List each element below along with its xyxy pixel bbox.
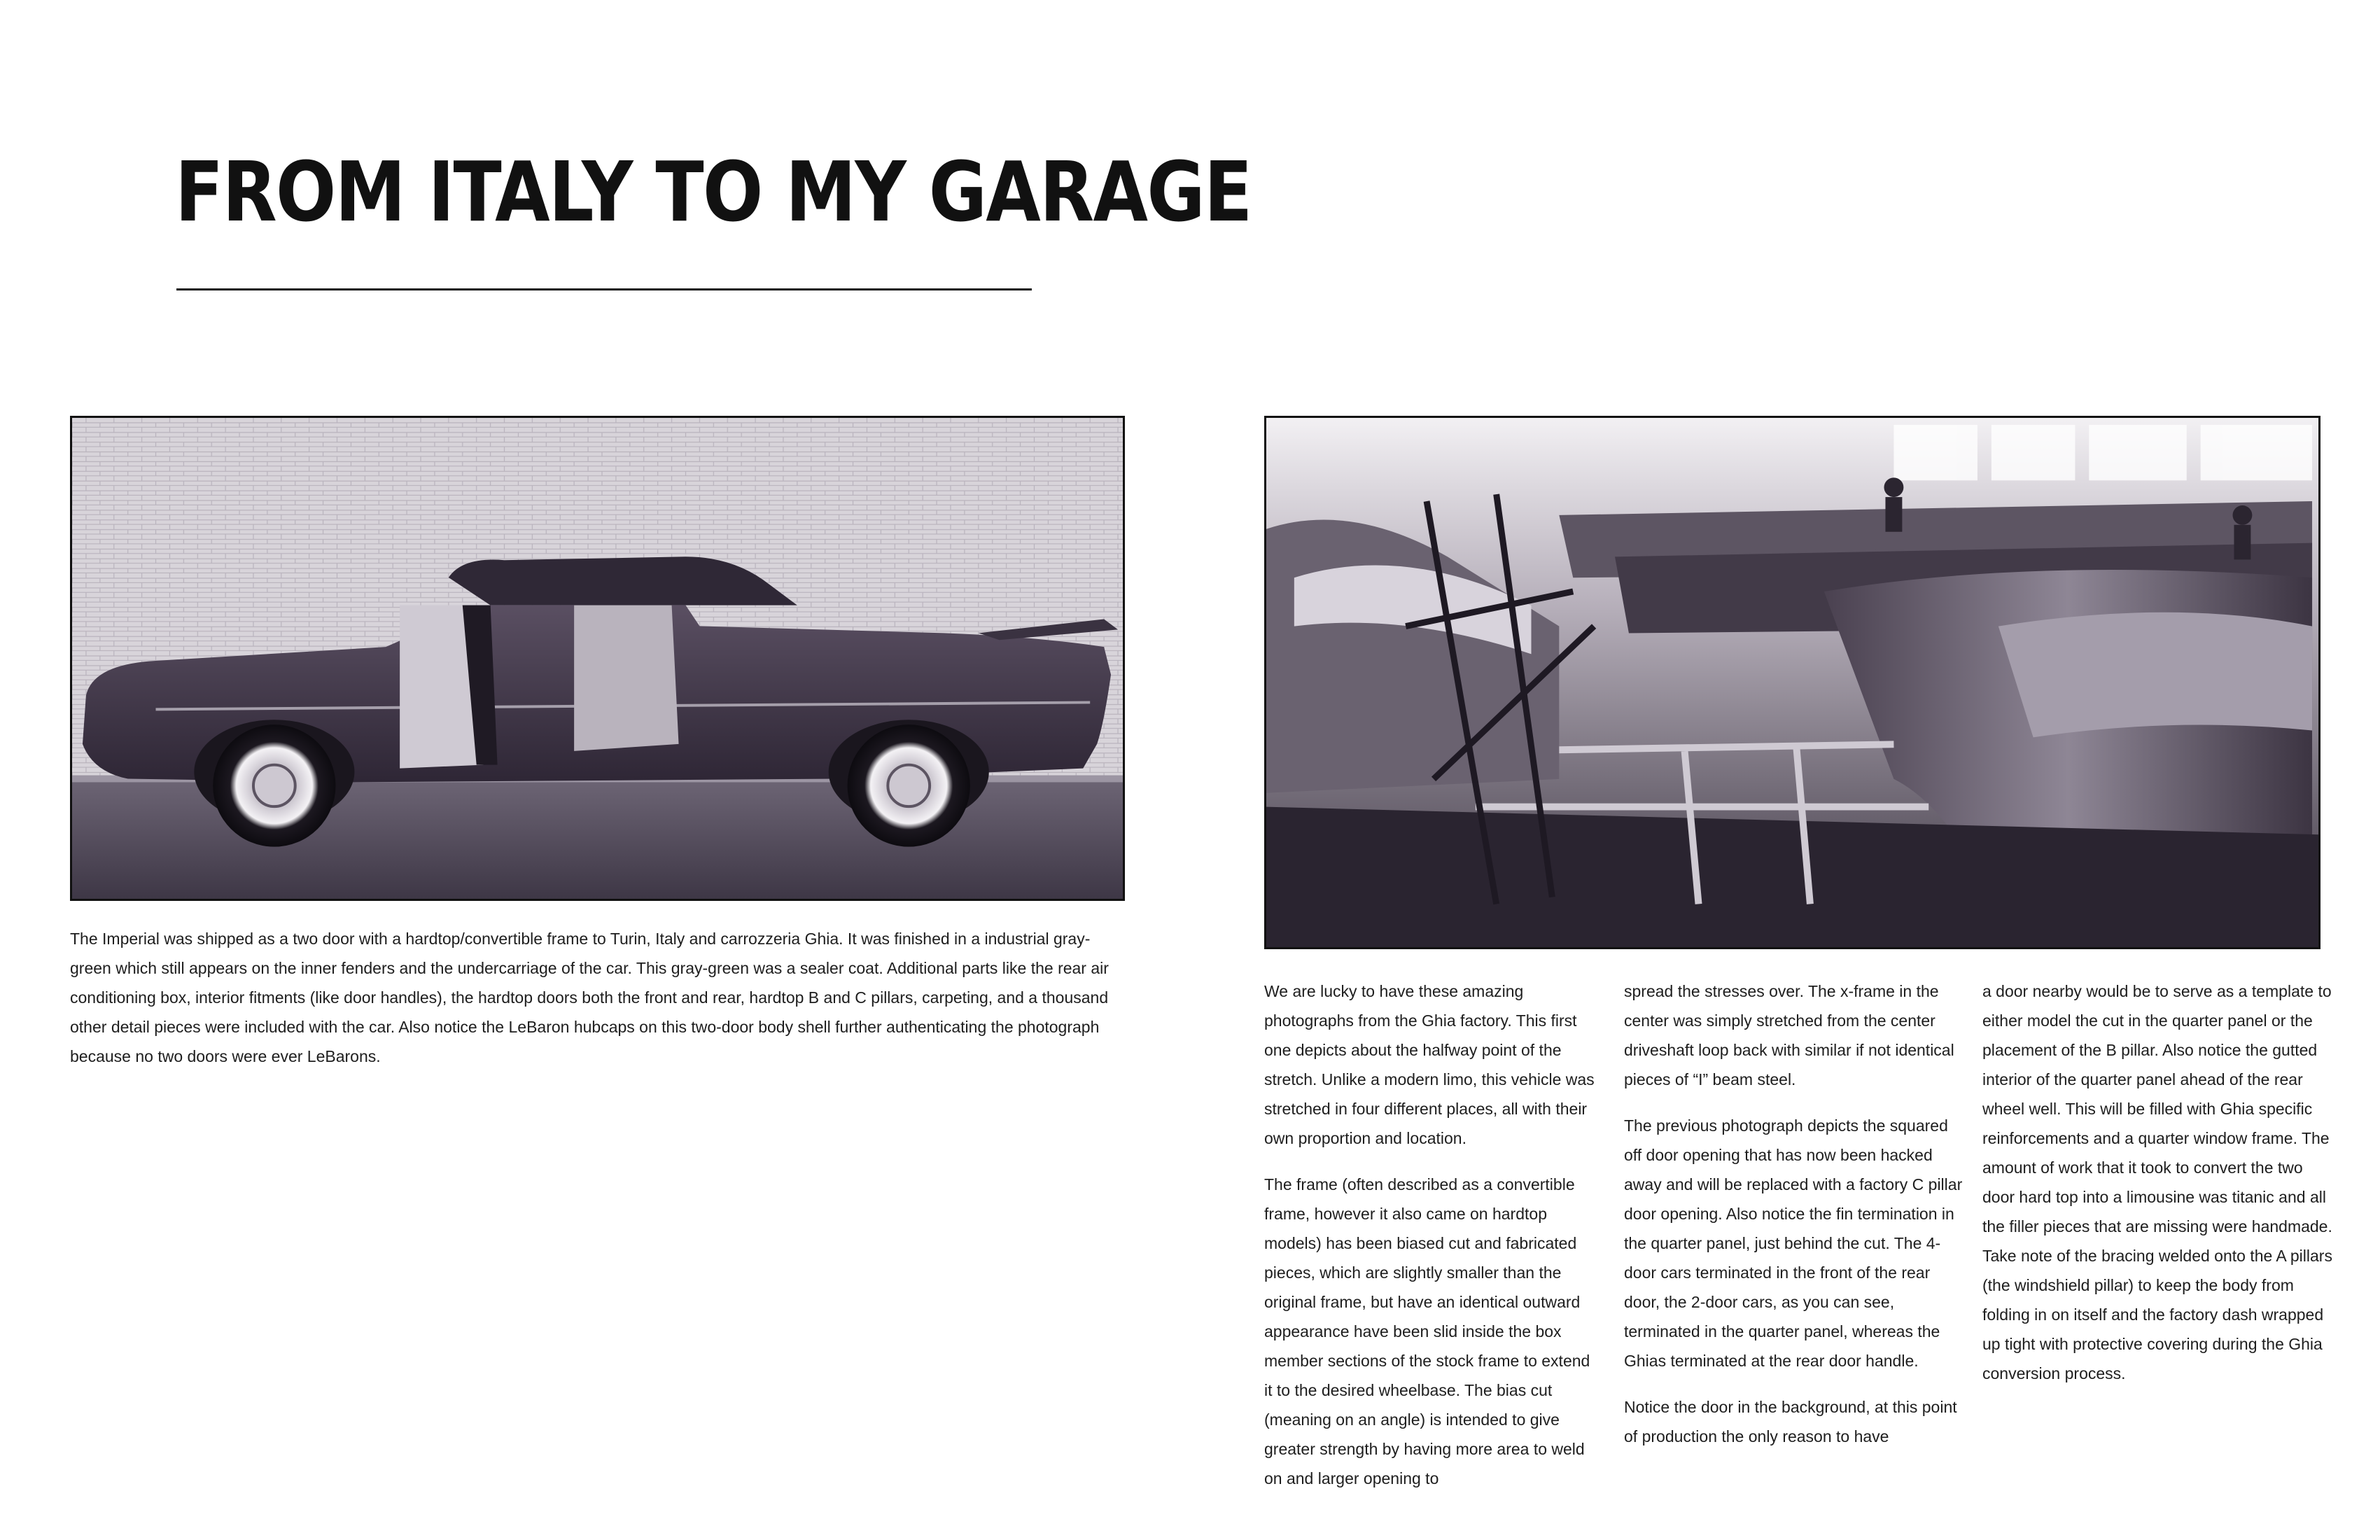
article-paragraph: The previous photograph depicts the squared off door opening that has now been hacked away and will be replaced with a factory C pillar door opening. Also notice the fin termination in the quarter panel, just behind the cut. The 4-door cars terminated in the front of the rear door, the 2-door cars, as you can see, terminated in the quarter panel, whereas the Ghias terminated at the rear door handle. [1624, 1116, 1963, 1370]
article-column-2 [1624, 976, 1967, 1468]
car-side-photo-icon [72, 418, 1123, 899]
article-paragraph: spread the stresses over. The x-frame in the center was simply stretched from the center driveshaft loop back with similar if not identical pieces of “I” beam steel. [1624, 982, 1954, 1088]
article-paragraph: The frame (often described as a convertible frame, however it also came on hardtop models) has been biased cut and fabricated pieces, which are slightly smaller than the original frame, but have an identical outward appearance have been slid inside the box member sections of the stock frame to extend it to the desired wheelbase. The bias cut (meaning on an angle) is intended to give greater strength by having more area to weld on and larger opening to [1264, 1175, 1590, 1488]
car-side-photo [70, 416, 1125, 901]
article-paragraph: a door nearby would be to serve as a template to either model the cut in the quarter panel or the placement of the B pillar. Also notice the gutted interior of the quarter panel ahead of the rear wheel well. This will be filled with Ghia specific reinforcements and a quarter window frame. The amount of work that it took to convert the two door hard top into a limousine was titanic and all the filler pieces that are missing were handmade. Take note of the bracing welded onto the A pillars (the windshield pillar) to keep the body from folding in on itself and the factory dash wrapped up tight with protective covering during the Ghia conversion process. [1982, 982, 2332, 1382]
article-column-3 [1982, 976, 2332, 1405]
article-paragraph: Notice the door in the background, at this point of production the only reason to have [1624, 1398, 1957, 1446]
title-divider [176, 288, 1032, 290]
factory-floor-photo [1264, 416, 2320, 949]
article-paragraph: We are lucky to have these amazing photographs from the Ghia factory. This first one depicts about the halfway point of the stretch. Unlike a modern limo, this vehicle was stretched in four different places, all with their own proportion and location. [1264, 982, 1595, 1147]
page-title: FROM ITALY TO MY GARAGE [175, 144, 1252, 240]
factory-floor-photo-icon [1266, 418, 2318, 947]
photo-caption: The Imperial was shipped as a two door with a hardtop/convertible frame to Turin, Italy and carrozzeria Ghia. It was finished in a industrial gray-green which still appears on the inner fenders and the undercarriage of the car. This gray-green was a sealer coat. Additional parts like the rear air conditioning box, interior fitments (like door handles), the hardtop doors both the front and rear, hardtop B and C pillars, carpeting, and a thousand other detail pieces were included with the car. Also notice the LeBaron hubcaps on this two-door body shell further authenticating the photograph because no two doors were ever LeBarons. [70, 930, 1109, 1065]
article-column-1 [1264, 976, 1600, 1510]
